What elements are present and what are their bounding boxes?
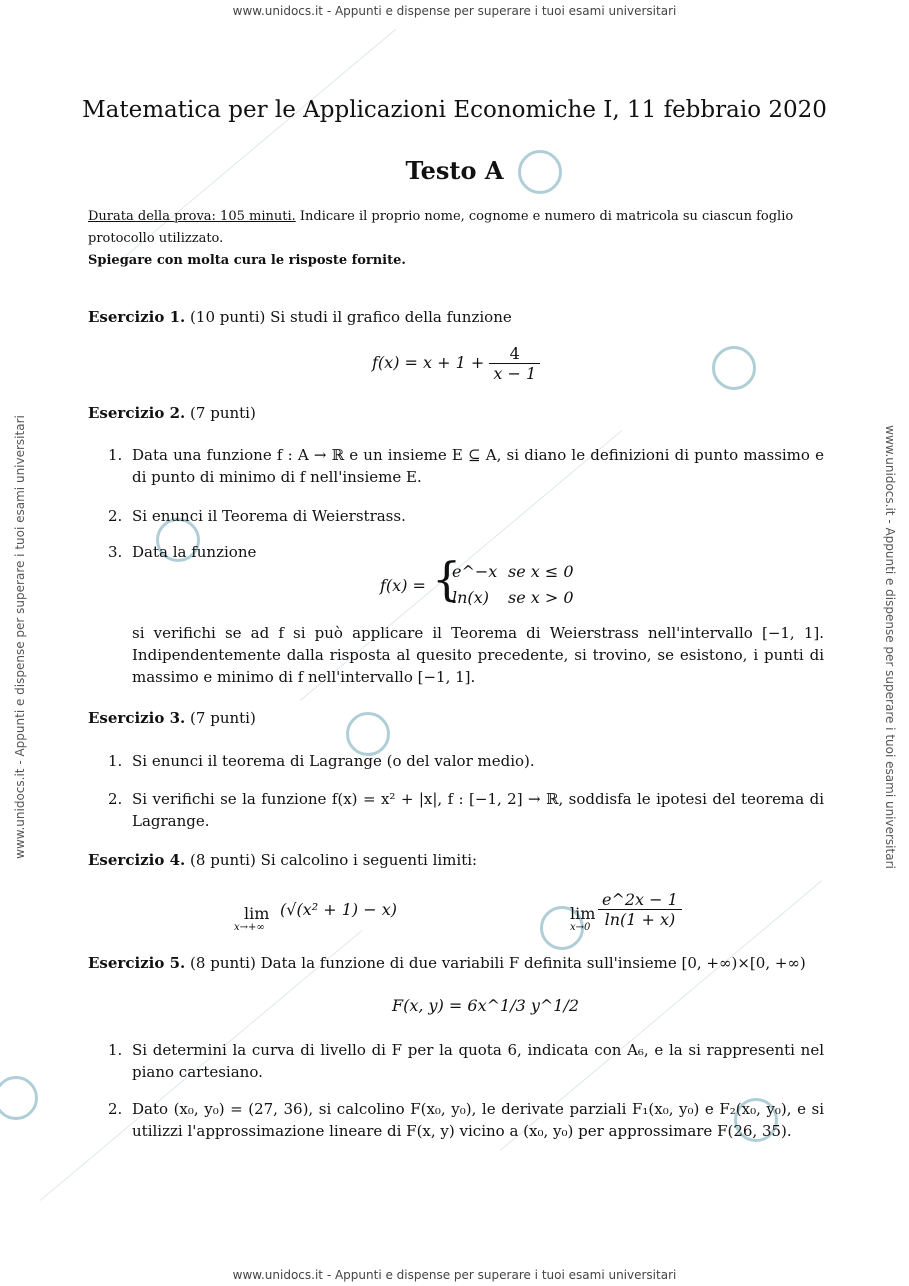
exercise-text: (7 punti) xyxy=(190,709,256,727)
exercise-label: Esercizio 3. xyxy=(88,709,186,727)
list-item xyxy=(108,444,824,488)
item-number: 1. xyxy=(108,1041,123,1059)
limit-1 xyxy=(234,900,414,940)
exercise-label: Esercizio 1. xyxy=(88,308,186,326)
formula-ex1 xyxy=(372,344,540,383)
case-expression: ln(x) xyxy=(452,588,489,607)
item-number: 2. xyxy=(108,790,123,808)
exercise-text: (10 punti) Si studi il grafico della funzione xyxy=(190,308,512,326)
item-text: Dato (x₀, y₀) = (27, 36), si calcolino F(x₀, y₀), le derivate parziali F₁(x₀, y₀) e F₂(x₀, y₀), e si utilizzi l'approssimazione lineare di F(x, y) vicino a (x₀, y₀) per approssimare F(26, 35). xyxy=(132,1100,824,1140)
fraction xyxy=(489,344,540,383)
exercise-text: (8 punti) Data la funzione di due variabili F definita sull'insieme [0, +∞)×[0, +∞) xyxy=(190,954,806,972)
item-number: 1. xyxy=(108,446,123,464)
exercise-1-heading xyxy=(88,308,512,326)
page-subtitle: Testo A xyxy=(405,156,504,185)
case-condition: se x ≤ 0 xyxy=(508,562,574,581)
intro-block xyxy=(88,206,824,272)
exercise-text: (7 punti) xyxy=(190,404,256,422)
fraction-numerator: 4 xyxy=(489,344,540,364)
emphasis-text: Spiegare con molta cura le risposte fornite. xyxy=(88,253,406,268)
list-item xyxy=(108,541,824,563)
piecewise-lhs: f(x) = xyxy=(380,576,426,595)
formula-ex5: F(x, y) = 6x^1/3 y^1/2 xyxy=(392,996,580,1015)
fraction-denominator: x − 1 xyxy=(493,364,537,383)
watermark-bottom: www.unidocs.it - Appunti e dispense per superare i tuoi esami universitari xyxy=(232,1268,677,1282)
page-title: Matematica per le Applicazioni Economiche I, 11 febbraio 2020 xyxy=(82,97,827,123)
limit-subscript: x→+∞ xyxy=(234,922,265,933)
limit-word: lim xyxy=(244,904,270,923)
case-expression: e^−x xyxy=(452,562,498,581)
instruction-text: Indicare il proprio nome, cognome e numero di matricola su ciascun foglio protocollo utilizzato. xyxy=(88,209,794,246)
list-item xyxy=(108,1039,824,1083)
duration-text: Durata della prova: 105 minuti. xyxy=(88,209,296,224)
fraction xyxy=(598,890,682,929)
fraction-numerator: e^2x − 1 xyxy=(598,890,682,910)
item-text: Si enunci il teorema di Lagrange (o del valor medio). xyxy=(132,752,535,770)
list-item xyxy=(108,788,824,832)
case-condition: se x > 0 xyxy=(508,588,574,607)
exercise-5-heading xyxy=(88,954,828,972)
exercise-label: Esercizio 4. xyxy=(88,851,186,869)
item-number: 2. xyxy=(108,1100,123,1118)
exercise-label: Esercizio 5. xyxy=(88,954,186,972)
item-text: Si verifichi se la funzione f(x) = x² + |x|, f : [−1, 2] → ℝ, soddisfa le ipotesi del teorema di Lagrange. xyxy=(132,790,824,830)
item-number: 1. xyxy=(108,752,123,770)
exercise-3-heading xyxy=(88,709,256,727)
watermark-right: www.unidocs.it - Appunti e dispense per superare i tuoi esami universitari xyxy=(883,425,897,869)
list-item xyxy=(108,505,824,527)
watermark-left: www.unidocs.it - Appunti e dispense per superare i tuoi esami universitari xyxy=(13,415,27,859)
exercise-4-heading xyxy=(88,851,477,869)
list-item-continuation xyxy=(108,622,824,688)
limit-2 xyxy=(568,890,708,940)
watermark-logo-icon xyxy=(712,346,756,390)
limit-subscript: x→0 xyxy=(570,922,591,933)
fraction-denominator: ln(1 + x) xyxy=(604,910,676,929)
watermark-top: www.unidocs.it - Appunti e dispense per superare i tuoi esami universitari xyxy=(232,4,677,18)
item-text: Data la funzione xyxy=(132,543,257,561)
item-number: 2. xyxy=(108,507,123,525)
list-item xyxy=(108,1098,824,1142)
watermark-logo-icon xyxy=(0,1076,38,1120)
list-item xyxy=(108,750,824,772)
limit-expression: (√(x² + 1) − x) xyxy=(280,900,397,919)
formula-lhs: f(x) = x + 1 + xyxy=(372,353,490,372)
exercise-2-heading xyxy=(88,404,256,422)
item-text: Data una funzione f : A → ℝ e un insieme E ⊆ A, si diano le definizioni di punto massimo e di punto di minimo di f nell'insieme E. xyxy=(132,446,824,486)
item-text: Si enunci il Teorema di Weierstrass. xyxy=(132,507,406,525)
item-number: 3. xyxy=(108,543,123,561)
left-brace-icon: { xyxy=(432,552,462,606)
item-text: si verifichi se ad f si può applicare il Teorema di Weierstrass nell'intervallo [−1, 1]. Indipendentemente dalla risposta al quesito precedente, si trovino, se esistono, i punti di massimo e minimo di f nell'intervallo [−1, 1]. xyxy=(132,624,824,686)
item-text: Si determini la curva di livello di F per la quota 6, indicata con A₆, e la si rappresenti nel piano cartesiano. xyxy=(132,1041,824,1081)
exercise-label: Esercizio 2. xyxy=(88,404,186,422)
limit-word: lim xyxy=(570,904,596,923)
piecewise-formula xyxy=(380,552,600,612)
exercise-text: (8 punti) Si calcolino i seguenti limiti: xyxy=(190,851,478,869)
